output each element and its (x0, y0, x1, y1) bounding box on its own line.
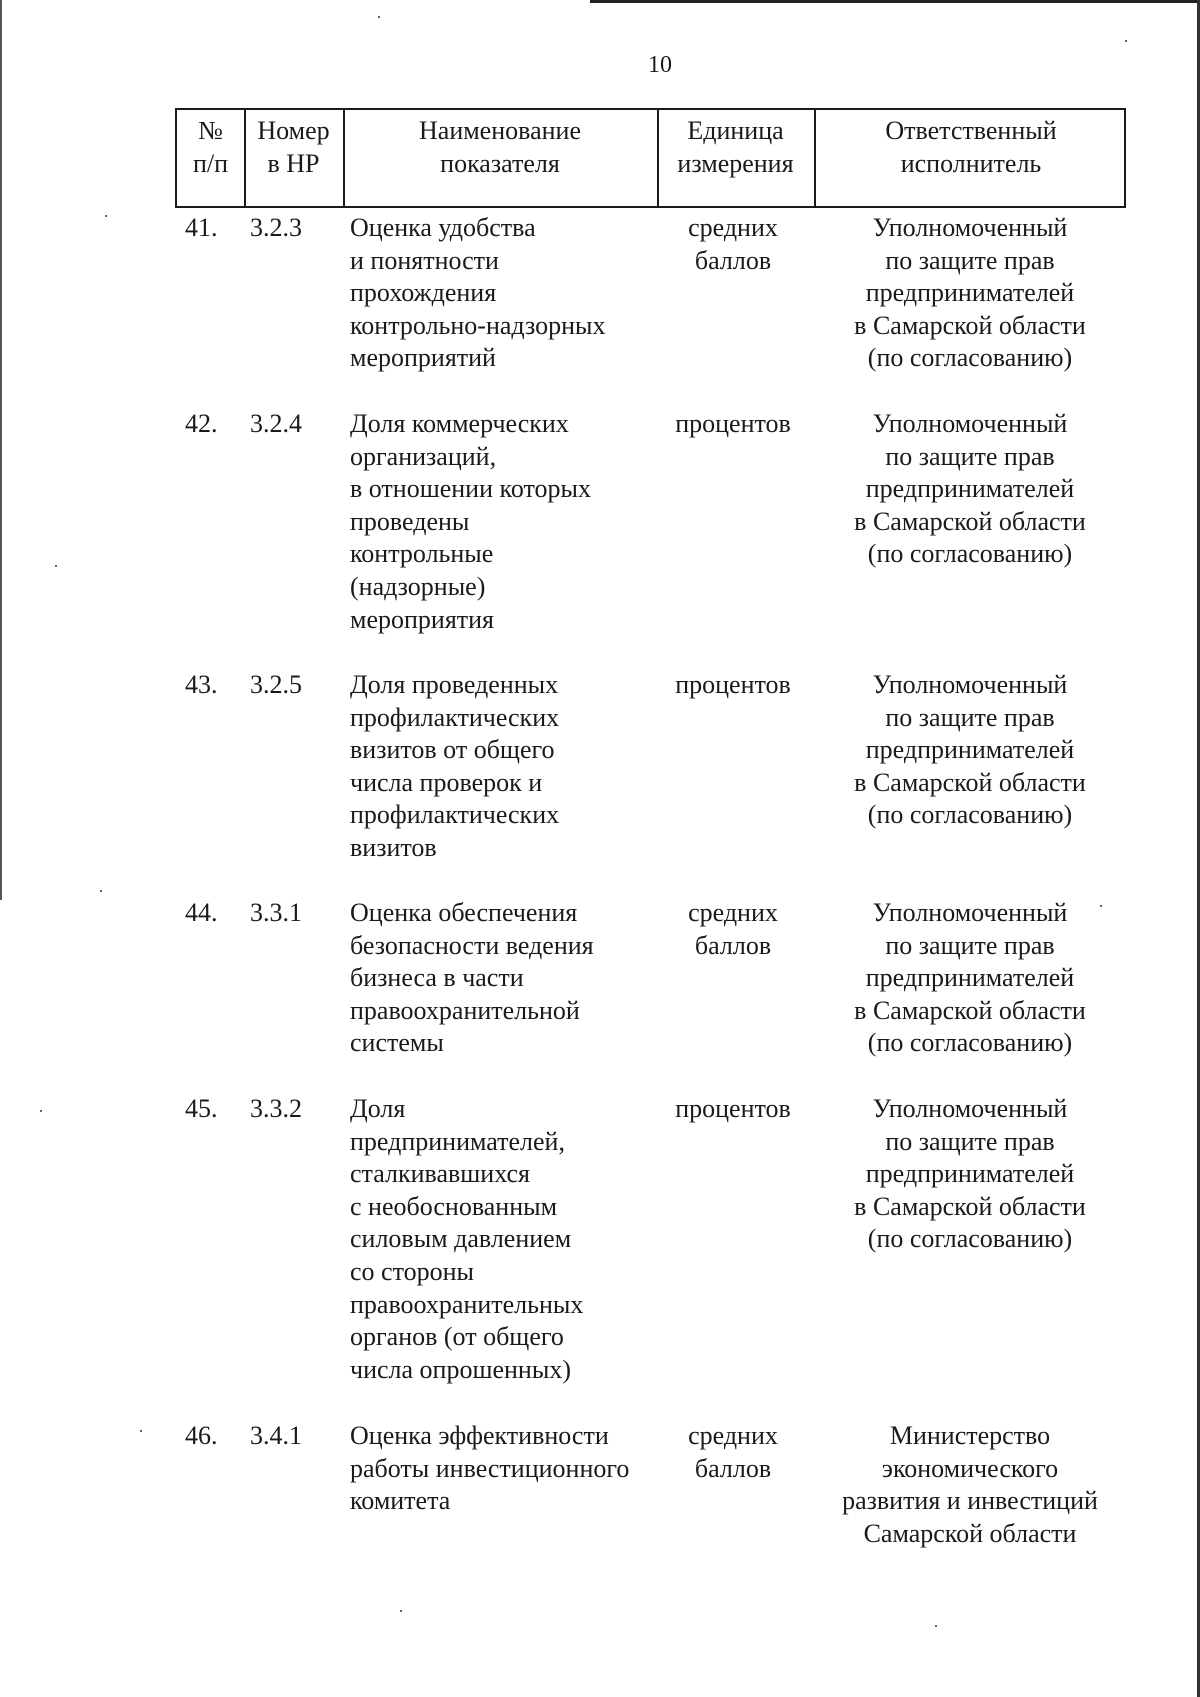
indicator-name-line: правоохранительной (350, 995, 580, 1025)
header-resp-line: Ответственный (885, 116, 1057, 145)
indicator-name-line: работы инвестиционного (350, 1453, 630, 1483)
indicator-name (350, 408, 650, 636)
responsible-line: по защите прав (885, 441, 1055, 471)
indicator-name-line: Оценка удобства (350, 213, 536, 242)
row-code: 3.2.4 (250, 409, 302, 438)
indicator-name-line: (надзорные) (350, 571, 486, 601)
indicator-name-line: Доля проведенных (350, 670, 559, 699)
indicator-name (350, 1420, 650, 1518)
unit-of-measure (652, 1093, 814, 1126)
page-number: 10 (648, 52, 672, 78)
responsible-line: Уполномоченный (872, 409, 1068, 438)
header-num (177, 110, 244, 210)
header-unit (657, 110, 814, 210)
header-name-line: Наименование (419, 116, 581, 145)
responsible-line: (по согласованию) (867, 800, 1073, 830)
unit-line: средних (688, 1421, 778, 1450)
scan-speck (105, 215, 107, 217)
responsible-line: развития и инвестиций (842, 1486, 1098, 1516)
indicator-name-line: профилактических (350, 702, 560, 732)
unit-line: баллов (694, 930, 772, 960)
responsible-line: в Самарской области (854, 767, 1086, 797)
responsible-executor (815, 212, 1125, 375)
unit-line: средних (688, 898, 778, 927)
row-code: 3.3.2 (250, 1094, 302, 1123)
scan-speck (378, 16, 380, 18)
scan-speck (55, 565, 57, 567)
indicator-name-line: числа проверок и (350, 767, 543, 797)
unit-line: процентов (675, 670, 791, 699)
indicator-name-line: контрольные (350, 539, 494, 569)
indicator-name-line: комитета (350, 1486, 451, 1516)
unit-of-measure (652, 1420, 814, 1485)
responsible-line: в Самарской области (854, 310, 1086, 340)
header-unit-line: измерения (677, 149, 794, 178)
indicator-name-line: безопасности ведения (350, 930, 594, 960)
header-name-line: показателя (440, 149, 560, 178)
indicator-name-line: организаций, (350, 441, 497, 471)
responsible-line: Уполномоченный (872, 670, 1068, 699)
indicator-name-line: визитов (350, 832, 437, 862)
indicator-name-line: и понятности (350, 245, 499, 275)
responsible-line: по защите прав (885, 702, 1055, 732)
indicator-name (350, 212, 650, 375)
scan-edge-left (0, 0, 2, 900)
unit-line: процентов (675, 1094, 791, 1123)
responsible-executor (815, 897, 1125, 1060)
row-number: 46. (185, 1421, 218, 1450)
indicator-name (350, 669, 650, 865)
indicator-name-line: предпринимателей, (350, 1126, 565, 1156)
unit-line: баллов (694, 1453, 772, 1483)
scan-speck (40, 1110, 42, 1112)
responsible-line: по защите прав (885, 245, 1055, 275)
responsible-line: предпринимателей (865, 278, 1075, 308)
indicator-name-line: системы (350, 1028, 444, 1058)
indicator-name-line: прохождения (350, 278, 497, 308)
indicator-name-line: правоохранительных (350, 1289, 584, 1319)
indicator-name-line: Оценка обеспечения (350, 898, 578, 927)
table-header (175, 108, 1126, 208)
row-code: 3.2.3 (250, 213, 302, 242)
indicator-name-line: числа опрошенных) (350, 1354, 571, 1384)
scan-speck (400, 1610, 402, 1612)
scan-speck (935, 1625, 937, 1627)
row-number: 42. (185, 409, 218, 438)
responsible-line: предпринимателей (865, 474, 1075, 504)
responsible-line: (по согласованию) (867, 539, 1073, 569)
header-unit-line: Единица (687, 116, 784, 145)
indicator-name-line: контрольно-надзорных (350, 310, 606, 340)
indicator-name (350, 897, 650, 1060)
indicator-name-line: со стороны (350, 1256, 474, 1286)
indicator-name-line: в отношении которых (350, 474, 591, 504)
responsible-line: (по согласованию) (867, 1028, 1073, 1058)
responsible-line: Самарской области (863, 1518, 1077, 1548)
unit-of-measure (652, 669, 814, 702)
indicator-name-line: мероприятий (350, 343, 496, 373)
row-number: 45. (185, 1094, 218, 1123)
responsible-line: по защите прав (885, 930, 1055, 960)
scan-speck (140, 1430, 142, 1432)
responsible-line: в Самарской области (854, 1191, 1086, 1221)
unit-line: средних (688, 213, 778, 242)
responsible-line: Уполномоченный (872, 213, 1068, 242)
responsible-line: по защите прав (885, 1126, 1055, 1156)
indicator-name-line: силовым давлением (350, 1224, 572, 1254)
responsible-line: (по согласованию) (867, 1224, 1073, 1254)
header-code-line: в НР (267, 149, 320, 178)
row-number: 43. (185, 670, 218, 699)
responsible-line: экономического (881, 1453, 1059, 1483)
responsible-line: Уполномоченный (872, 898, 1068, 927)
unit-line: баллов (694, 245, 772, 275)
indicator-name (350, 1093, 650, 1386)
responsible-executor (815, 669, 1125, 832)
row-code: 3.4.1 (250, 1421, 302, 1450)
indicator-name-line: визитов от общего (350, 735, 555, 765)
indicator-name-line: с необоснованным (350, 1191, 558, 1221)
indicator-name-line: Доля коммерческих (350, 409, 569, 438)
indicator-name-line: мероприятия (350, 604, 495, 634)
indicator-name-line: проведены (350, 506, 470, 536)
responsible-line: предпринимателей (865, 735, 1075, 765)
header-resp (814, 110, 1128, 210)
responsible-line: (по согласованию) (867, 343, 1073, 373)
indicator-name-line: профилактических (350, 800, 560, 830)
row-number: 44. (185, 898, 218, 927)
unit-of-measure (652, 212, 814, 277)
scan-speck (100, 890, 102, 892)
header-num-line: № (198, 116, 223, 145)
header-resp-line: исполнитель (900, 149, 1042, 178)
responsible-line: предпринимателей (865, 963, 1075, 993)
responsible-executor (815, 1093, 1125, 1256)
unit-of-measure (652, 897, 814, 962)
header-code-line: Номер (257, 116, 330, 145)
responsible-line: Уполномоченный (872, 1094, 1068, 1123)
row-code: 3.3.1 (250, 898, 302, 927)
header-name (343, 110, 657, 210)
responsible-line: Министерство (889, 1421, 1051, 1450)
row-number: 41. (185, 213, 218, 242)
scan-edge-top (590, 0, 1200, 3)
responsible-line: в Самарской области (854, 995, 1086, 1025)
responsible-executor (815, 408, 1125, 571)
scan-speck (1125, 40, 1127, 42)
indicator-name-line: сталкивавшихся (350, 1159, 530, 1189)
indicator-name-line: бизнеса в части (350, 963, 524, 993)
header-code (244, 110, 343, 210)
unit-of-measure (652, 408, 814, 441)
indicator-name-line: Оценка эффективности (350, 1421, 609, 1450)
unit-line: процентов (675, 409, 791, 438)
indicator-name-line: органов (от общего (350, 1322, 564, 1352)
indicator-name-line: Доля (350, 1094, 406, 1123)
row-code: 3.2.5 (250, 670, 302, 699)
header-num-line: п/п (192, 149, 229, 178)
responsible-line: в Самарской области (854, 506, 1086, 536)
responsible-executor (815, 1420, 1125, 1550)
responsible-line: предпринимателей (865, 1159, 1075, 1189)
